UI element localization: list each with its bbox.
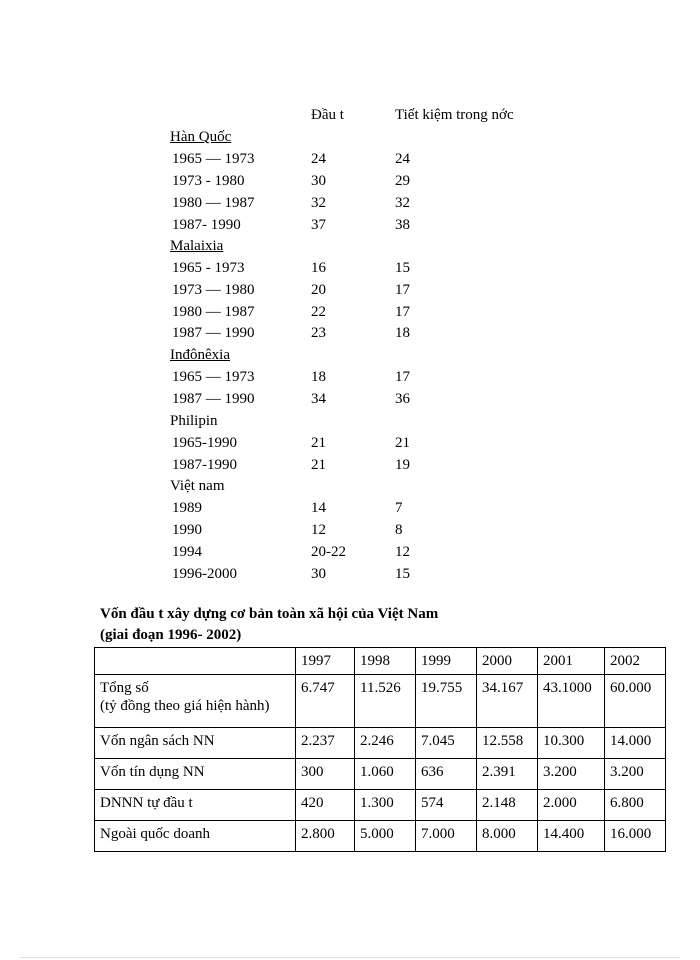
saving-cell: 17 — [395, 282, 410, 298]
saving-cell: 8 — [395, 522, 403, 538]
value-cell: 60.000 — [605, 675, 666, 728]
year-header: 1999 — [416, 648, 477, 675]
value-cell: 636 — [416, 759, 477, 790]
investment-cell: 22 — [311, 304, 326, 320]
value-cell: 8.000 — [477, 821, 538, 852]
period-cell: 1987 — 1990 — [172, 391, 255, 407]
saving-cell: 32 — [395, 195, 410, 211]
period-cell: 1965 — 1973 — [172, 151, 255, 167]
row-label-text: Tổng số — [100, 680, 149, 696]
investment-cell: 18 — [311, 369, 326, 385]
value-cell: 10.300 — [538, 728, 605, 759]
investment-cell: 34 — [311, 391, 326, 407]
table-row — [95, 728, 666, 759]
value-cell: 16.000 — [605, 821, 666, 852]
country-label: Malaixia — [170, 238, 224, 254]
row-label: Vốn tín dụng NN — [95, 759, 296, 790]
year-header: 2001 — [538, 648, 605, 675]
saving-cell: 12 — [395, 544, 410, 560]
saving-cell: 17 — [395, 304, 410, 320]
capital-investment-table — [94, 647, 666, 852]
investment-cell: 21 — [311, 457, 326, 473]
table-row — [95, 675, 666, 728]
value-cell: 14.400 — [538, 821, 605, 852]
year-header: 1997 — [296, 648, 355, 675]
country-label: Hàn Quốc — [170, 129, 232, 145]
saving-cell: 17 — [395, 369, 410, 385]
investment-cell: 20-22 — [311, 544, 346, 560]
saving-cell: 15 — [395, 260, 410, 276]
country-label: Philipin — [170, 413, 218, 429]
investment-cell: 32 — [311, 195, 326, 211]
saving-cell: 24 — [395, 151, 410, 167]
saving-cell: 36 — [395, 391, 410, 407]
period-cell: 1973 - 1980 — [172, 173, 245, 189]
value-cell: 2.391 — [477, 759, 538, 790]
saving-cell: 7 — [395, 500, 403, 516]
investment-cell: 12 — [311, 522, 326, 538]
value-cell: 14.000 — [605, 728, 666, 759]
period-cell: 1980 — 1987 — [172, 195, 255, 211]
value-cell: 300 — [296, 759, 355, 790]
investment-cell: 30 — [311, 173, 326, 189]
saving-cell: 15 — [395, 566, 410, 582]
saving-cell: 18 — [395, 325, 410, 341]
period-cell: 1994 — [172, 544, 202, 560]
value-cell: 7.000 — [416, 821, 477, 852]
saving-cell: 21 — [395, 435, 410, 451]
investment-cell: 21 — [311, 435, 326, 451]
value-cell: 43.1000 — [538, 675, 605, 728]
row-label: Ngoài quốc doanh — [95, 821, 296, 852]
period-cell: 1973 — 1980 — [172, 282, 255, 298]
period-cell: 1989 — [172, 500, 202, 516]
value-cell: 2.237 — [296, 728, 355, 759]
value-cell: 2.246 — [355, 728, 416, 759]
page-bottom-divider — [20, 957, 680, 958]
country-label: Inđônêxia — [170, 347, 230, 363]
period-cell: 1980 — 1987 — [172, 304, 255, 320]
investment-cell: 16 — [311, 260, 326, 276]
year-header: 2000 — [477, 648, 538, 675]
value-cell: 6.800 — [605, 790, 666, 821]
value-cell: 2.800 — [296, 821, 355, 852]
table-subtitle: (giai đoạn 1996- 2002) — [100, 627, 242, 643]
investment-cell: 14 — [311, 500, 326, 516]
value-cell: 3.200 — [538, 759, 605, 790]
table-header-row — [95, 648, 666, 675]
value-cell: 19.755 — [416, 675, 477, 728]
value-cell: 1.300 — [355, 790, 416, 821]
period-cell: 1965 - 1973 — [172, 260, 245, 276]
period-cell: 1990 — [172, 522, 202, 538]
investment-cell: 20 — [311, 282, 326, 298]
table-title: Vốn đầu t xây dựng cơ bản toàn xã hội của Việt Nam — [100, 606, 439, 622]
value-cell: 5.000 — [355, 821, 416, 852]
investment-cell: 37 — [311, 217, 326, 233]
value-cell: 2.000 — [538, 790, 605, 821]
value-cell: 6.747 — [296, 675, 355, 728]
value-cell: 7.045 — [416, 728, 477, 759]
investment-cell: 23 — [311, 325, 326, 341]
period-cell: 1987 — 1990 — [172, 325, 255, 341]
table-row — [95, 790, 666, 821]
period-cell: 1987-1990 — [172, 457, 237, 473]
table-row — [95, 821, 666, 852]
value-cell: 2.148 — [477, 790, 538, 821]
value-cell: 34.167 — [477, 675, 538, 728]
row-label: DNNN tự đầu t — [95, 790, 296, 821]
period-cell: 1965 — 1973 — [172, 369, 255, 385]
row-label: Vốn ngân sách NN — [95, 728, 296, 759]
row-sublabel: (tỷ đồng theo giá hiện hành) — [100, 698, 270, 714]
value-cell: 11.526 — [355, 675, 416, 728]
saving-cell: 29 — [395, 173, 410, 189]
column-header-investment: Đầu t — [311, 107, 344, 123]
value-cell: 420 — [296, 790, 355, 821]
value-cell: 1.060 — [355, 759, 416, 790]
row-label — [95, 675, 296, 728]
investment-cell: 30 — [311, 566, 326, 582]
period-cell: 1987- 1990 — [172, 217, 241, 233]
investment-cell: 24 — [311, 151, 326, 167]
value-cell: 3.200 — [605, 759, 666, 790]
table-row — [95, 759, 666, 790]
value-cell: 12.558 — [477, 728, 538, 759]
saving-cell: 19 — [395, 457, 410, 473]
period-cell: 1965-1990 — [172, 435, 237, 451]
year-header: 1998 — [355, 648, 416, 675]
period-cell: 1996-2000 — [172, 566, 237, 582]
saving-cell: 38 — [395, 217, 410, 233]
country-label: Việt nam — [170, 478, 225, 494]
column-header-domestic-saving: Tiết kiệm trong nớc — [395, 107, 514, 123]
value-cell: 574 — [416, 790, 477, 821]
header-blank-cell — [95, 648, 296, 675]
year-header: 2002 — [605, 648, 666, 675]
